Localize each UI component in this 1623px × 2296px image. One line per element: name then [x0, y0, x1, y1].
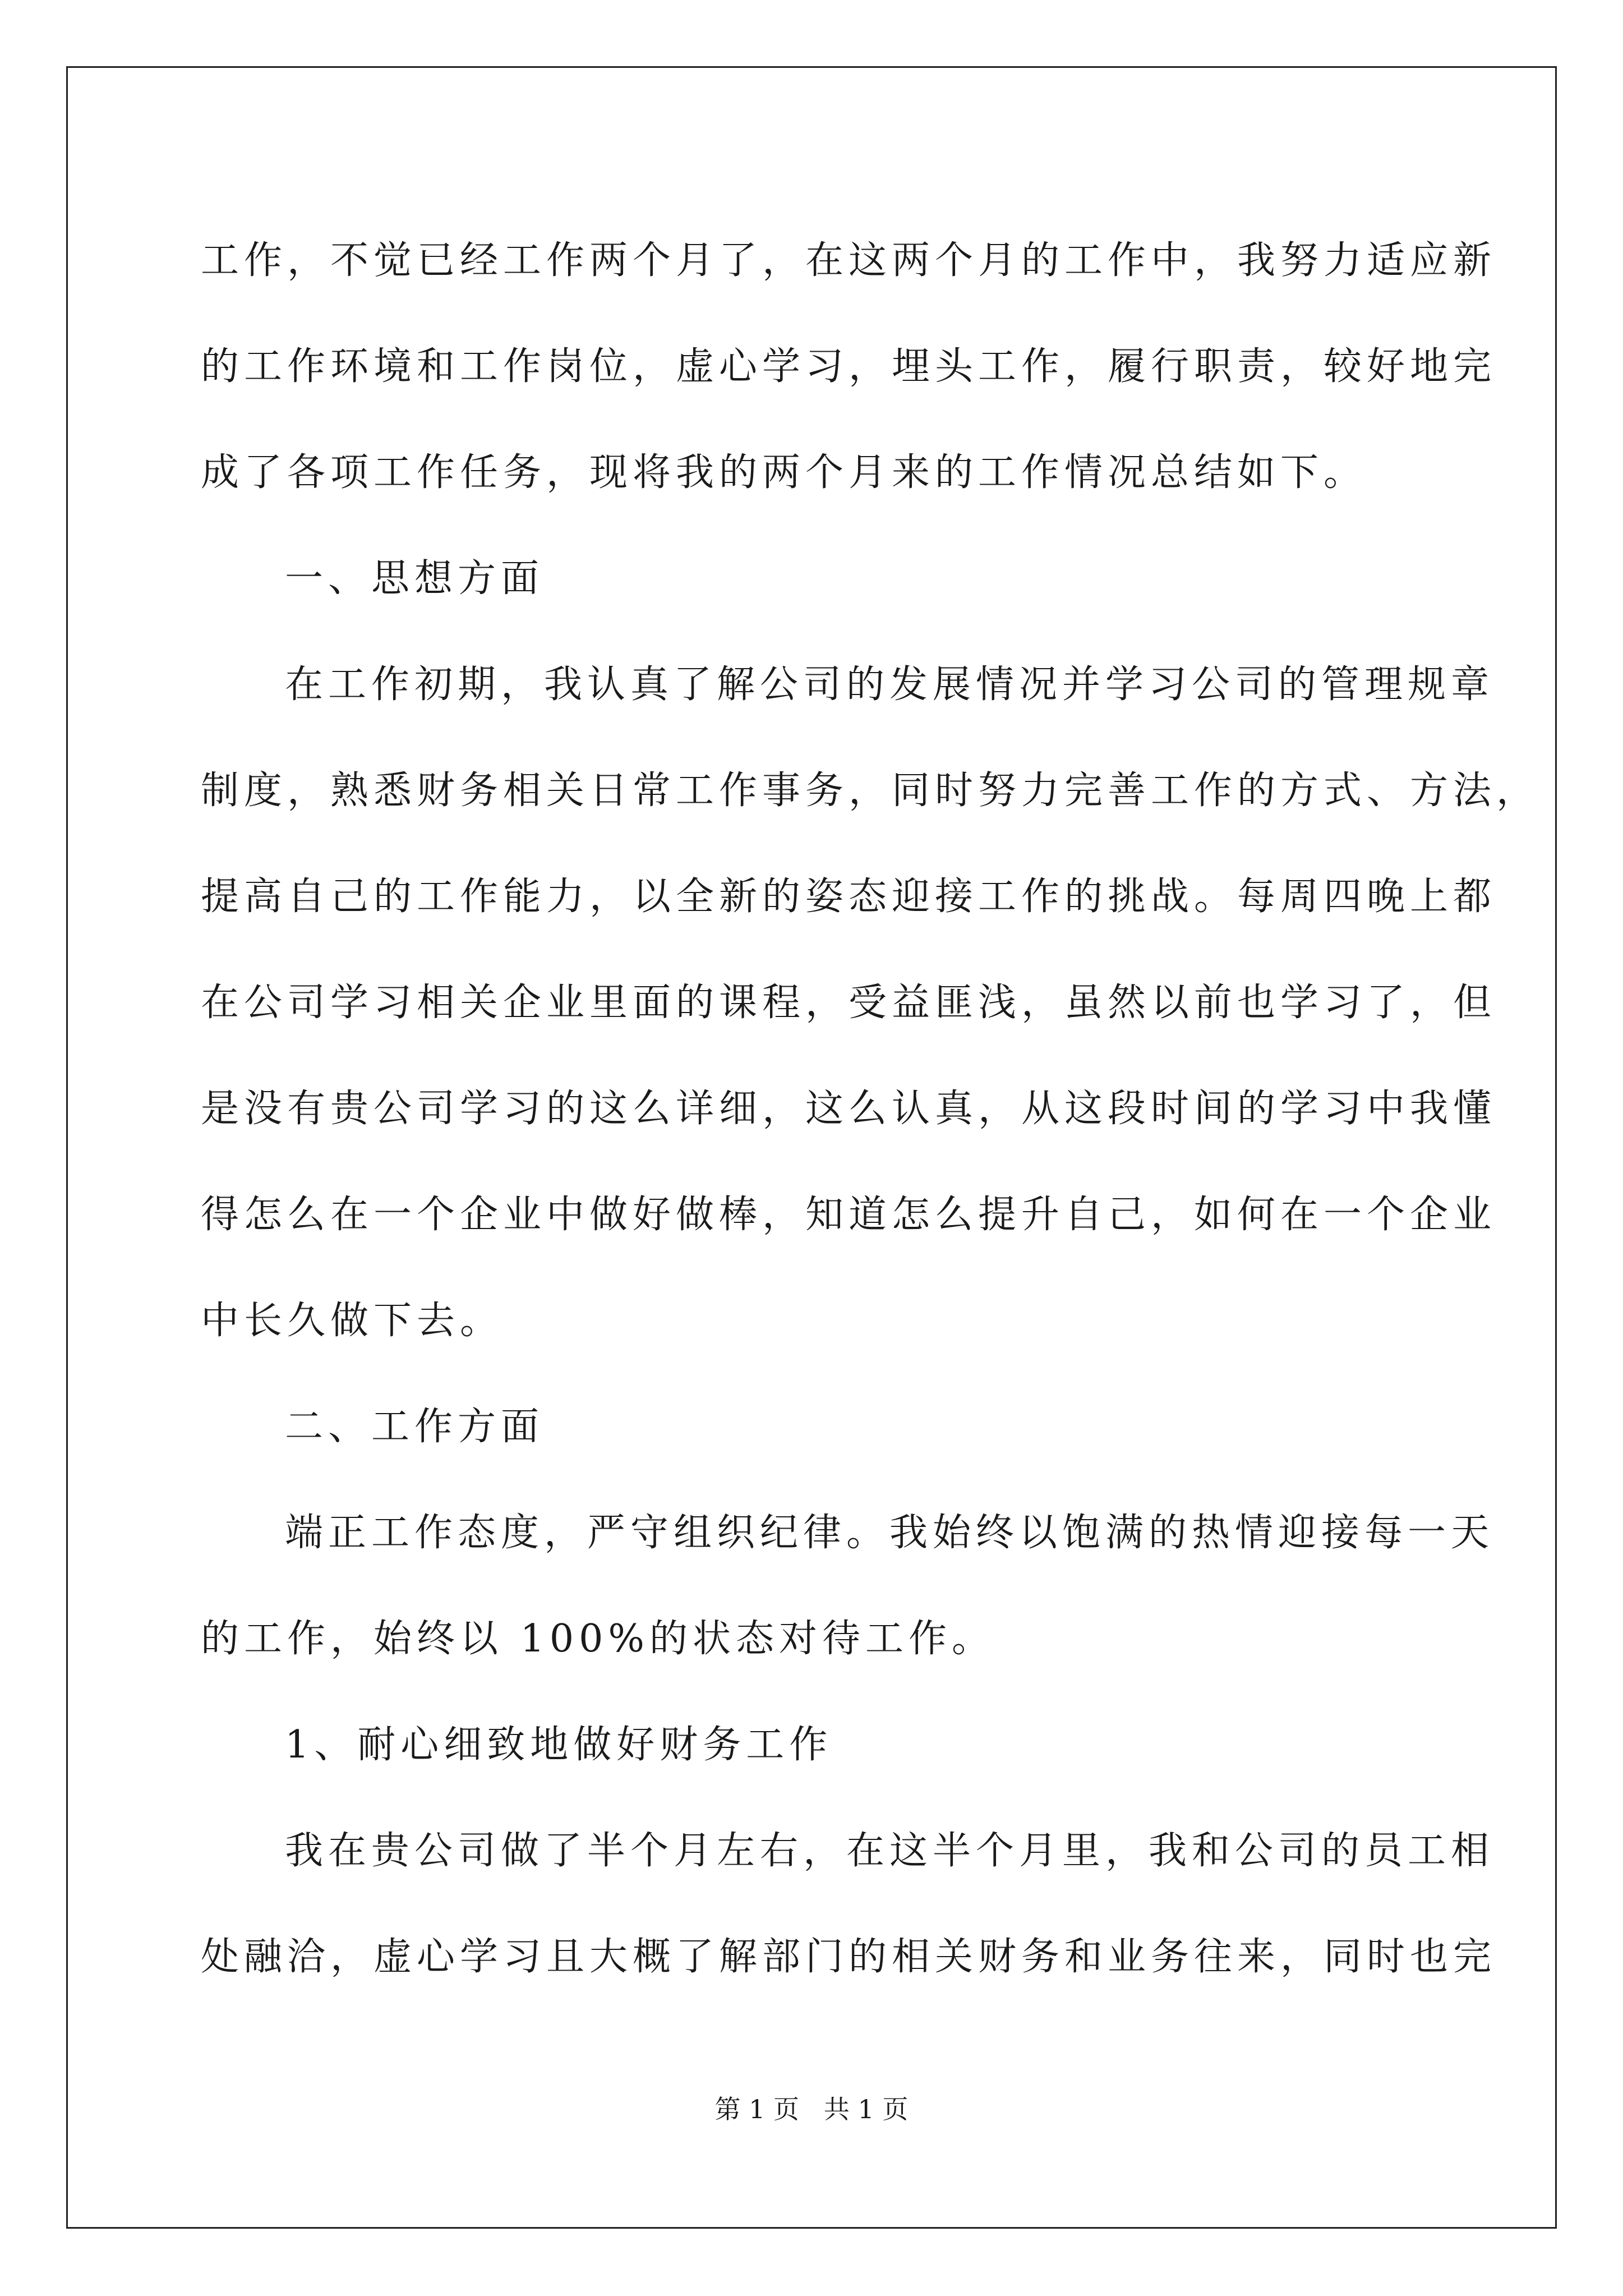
- page-footer: 第 1 页 共 1 页: [714, 2094, 909, 2124]
- section-heading: 一、思想方面: [285, 556, 545, 601]
- section-heading: 二、工作方面: [285, 1405, 545, 1449]
- text-line: 制度，熟悉财务相关日常工作事务，同时努力完善工作的方式、方法，: [201, 769, 1540, 813]
- text-line: 的工作环境和工作岗位，虚心学习，埋头工作，履行职责，较好地完: [201, 344, 1497, 389]
- text-line: 在公司学习相关企业里面的课程，受益匪浅，虽然以前也学习了，但: [201, 981, 1497, 1025]
- text-line: 成了各项工作任务，现将我的两个月来的工作情况总结如下。: [201, 450, 1367, 495]
- text-line: 工作，不觉已经工作两个月了，在这两个月的工作中，我努力适应新: [201, 238, 1497, 283]
- text-line: 中长久做下去。: [201, 1299, 504, 1343]
- text-line: 是没有贵公司学习的这么详细，这么认真，从这段时间的学习中我懂: [201, 1087, 1497, 1131]
- text-line: 的工作，始终以 100%的状态对待工作。: [201, 1617, 995, 1661]
- text-line: 在工作初期，我认真了解公司的发展情况并学习公司的管理规章: [285, 662, 1495, 707]
- document-body: [201, 208, 1540, 2010]
- text-line: 处融洽，虚心学习且大概了解部门的相关财务和业务往来，同时也完: [201, 1935, 1497, 1979]
- text-line: 端正工作态度，严守组织纪律。我始终以饱满的热情迎接每一天: [285, 1511, 1495, 1555]
- text-line: 提高自己的工作能力，以全新的姿态迎接工作的挑战。每周四晚上都: [201, 875, 1497, 919]
- text-line: 得怎么在一个企业中做好做棒，知道怎么提升自己，如何在一个企业: [201, 1193, 1497, 1237]
- subsection-heading: 1、耐心细致地做好财务工作: [285, 1723, 833, 1767]
- text-line: 我在贵公司做了半个月左右，在这半个月里，我和公司的员工相: [285, 1829, 1495, 1873]
